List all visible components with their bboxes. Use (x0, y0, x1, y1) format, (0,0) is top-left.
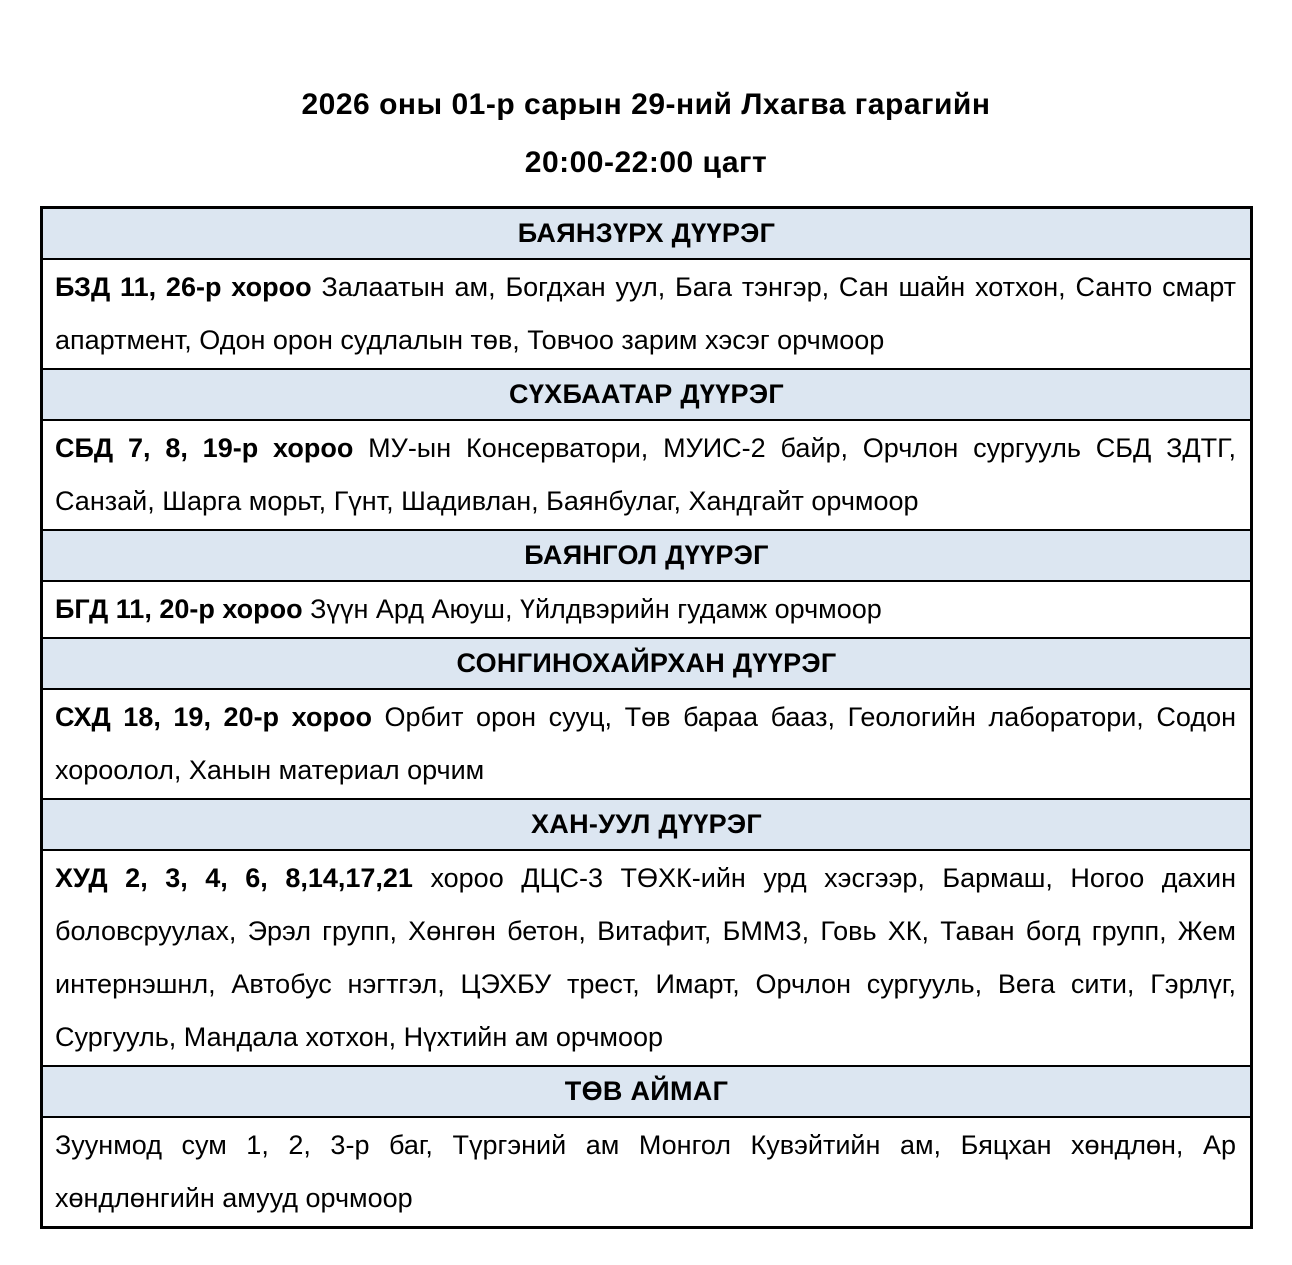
section-body-bayangol (43, 582, 1250, 637)
section-songinokhairkhan (43, 637, 1250, 798)
area-list-text: Зүүн Ард Аюуш, Үйлдвэрийн гудамж орчмоор (302, 594, 882, 624)
area-list-text: Зуунмод сум 1, 2, 3-р баг, Түргэний ам Монгол Кувэйтийн ам, Бяцхан хөндлөн, Ар хөндлөнгийн амууд орчмоор (55, 1130, 1236, 1213)
area-list-text: МУ-ын Консерватори, МУИС-2 байр, Орчлон сургууль СБД ЗДТГ, Санзай, Шарга морьт, Гүнт, Шадивлан, Баянбулаг, Хандгайт орчмоор (55, 433, 1236, 516)
section-body-khan-uul (43, 851, 1250, 1065)
section-tuv-aimag (43, 1065, 1250, 1226)
section-body-bayanzurkh (43, 260, 1250, 368)
area-list-text: хороо ДЦС-3 ТӨХК-ийн урд хэсгээр, Бармаш, Ногоо дахин боловсруулах, Эрэл групп, Хөнгөн бетон, Витафит, БММЗ, Говь ХК, Таван богд групп, Жем интернэшнл, Автобус нэгтгэл, ЦЭХБУ трест, Имарт, Орчлон сургууль, Вега сити, Гэрлүг, Сургууль, Мандала хотхон, Нүхтийн ам орчмоор (55, 863, 1236, 1052)
section-bayanzurkh (43, 209, 1250, 368)
document-title (0, 0, 1292, 192)
area-list-text: Орбит орон сууц, Төв бараа бааз, Геологийн лаборатори, Содон хороолол, Ханын материал орчим (55, 702, 1236, 785)
section-bayangol (43, 529, 1250, 637)
outage-schedule-table (40, 206, 1253, 1229)
section-header-bayangol: БАЯНГОЛ ДҮҮРЭГ (43, 529, 1250, 582)
section-body-sukhbaatar (43, 421, 1250, 529)
section-sukhbaatar (43, 368, 1250, 529)
section-body-songinokhairkhan (43, 690, 1250, 798)
section-header-songinokhairkhan: СОНГИНОХАЙРХАН ДҮҮРЭГ (43, 637, 1250, 690)
section-header-sukhbaatar: СҮХБААТАР ДҮҮРЭГ (43, 368, 1250, 421)
section-body-tuv-aimag (43, 1118, 1250, 1226)
area-list-text: Залаатын ам, Богдхан уул, Бага тэнгэр, Сан шайн хотхон, Санто смарт апартмент, Одон орон судлалын төв, Товчоо зарим хэсэг орчмоор (55, 272, 1236, 355)
khoroo-list-bold: БЗД 11, 26-р хороо (55, 272, 312, 302)
khoroo-list-bold: ХУД 2, 3, 4, 6, 8,14,17,21 (55, 863, 413, 893)
khoroo-list-bold: СБД 7, 8, 19-р хороо (55, 433, 354, 463)
khoroo-list-bold: БГД 11, 20-р хороо (55, 594, 303, 624)
khoroo-list-bold: СХД 18, 19, 20-р хороо (55, 702, 372, 732)
section-header-khan-uul: ХАН-УУЛ ДҮҮРЭГ (43, 798, 1250, 851)
title-time-line: 20:00-22:00 цагт (524, 146, 768, 179)
title-date-line: 2026 оны 01-р сарын 29-ний Лхагва гарагийн (301, 88, 991, 121)
section-header-tuv-aimag: ТӨВ АЙМАГ (43, 1065, 1250, 1118)
section-khan-uul (43, 798, 1250, 1065)
section-header-bayanzurkh: БАЯНЗҮРХ ДҮҮРЭГ (43, 209, 1250, 260)
